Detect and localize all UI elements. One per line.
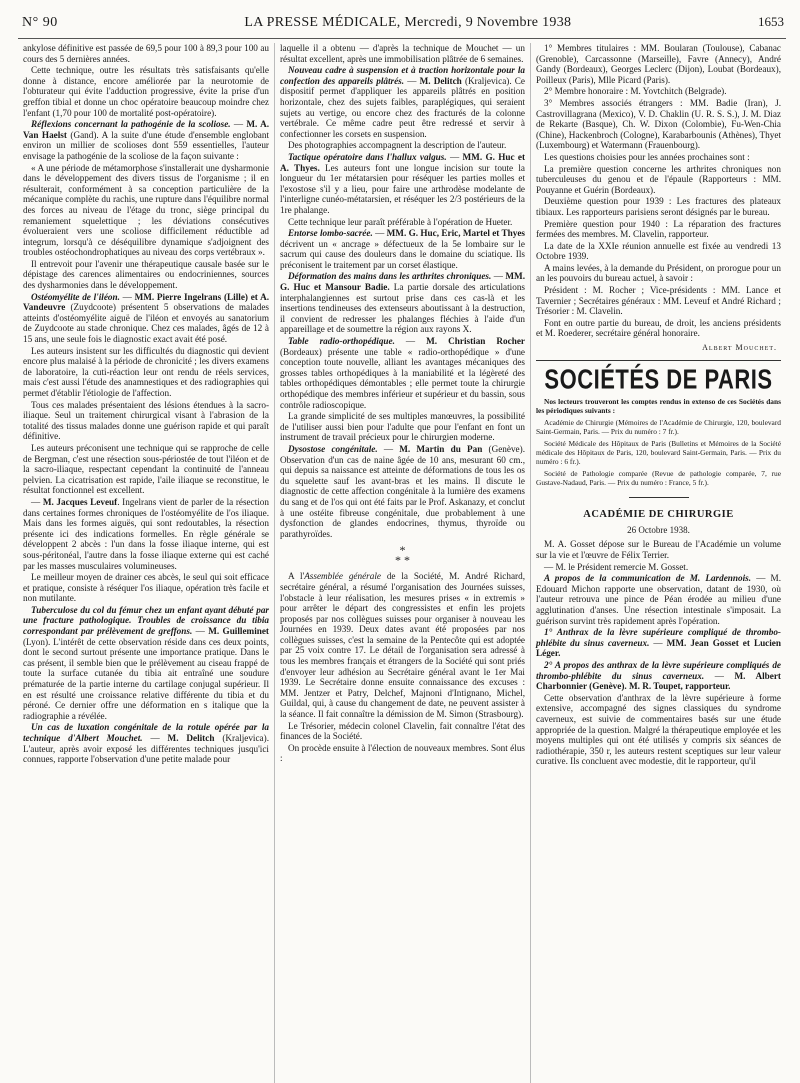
paragraph: Deuxième question pour 1939 : Les fractures des plateaux tibiaux. Les rapporteurs parisiens seront désignés par le bureau.: [536, 196, 781, 217]
page-number: 1653: [757, 14, 784, 29]
paragraph: Des photographies accompagnent la description de l'auteur.: [288, 140, 507, 151]
paragraph: Tous ces malades présentaient des lésions étendues à la sacro-iliaque. Seul un traitement chirurgical visant à l'abrasion de la totalité des tissus malades donne une guérison rapide et qui paraît définitive.: [23, 399, 269, 442]
paragraph: Cette technique, outre les résultats très satisfaisants qu'elle donne à distance, encore améliorée par la neurotomie de l'obturateur qui évite l'adduction progressive, évite la prise d'un greffon tibial et donne un choc opératoire beaucoup moindre chez l'enfant (1,70 pour 100 de mortalité post-opératoire).: [23, 65, 269, 118]
author: M. A. Van Haelst: [23, 119, 269, 140]
notice-item: Académie de Chirurgie (Mémoires de l'Académie de Chirurgie, 120, boulevard Saint-Germain, Paris. — Prix du numéro : 7 fr.).: [536, 418, 781, 437]
section-heading: SOCIÉTÉS DE PARIS: [544, 363, 773, 395]
author: MM. G. Huc, Eric, Martel et Thyes: [386, 228, 525, 239]
article-title: A propos de la communication de M. Lardennois.: [544, 573, 752, 584]
author: MM. Pierre Ingelrans (Lille) et A. Vandeuvre: [23, 291, 269, 313]
session-date: 26 Octobre 1938.: [627, 524, 690, 535]
author: M. Jacques Leveuf: [42, 496, 118, 507]
paragraph: décrivent un « ancrage » défectueux de la 5e lombaire sur le sacrum qui cause des douleurs dans le domaine du sciatique. Ils préconisent le traitement par un corset élastique.: [280, 238, 525, 270]
paragraph: A mains levées, à la demande du Président, on prorogue pour un an les pouvoirs du bureau actuel, à savoir :: [536, 262, 781, 284]
notice-item: Société de Pathologie comparée (Revue de pathologie comparée, 7, rue Gustave-Nadaud, Paris. — Prix du numéro : France, 5 fr.).: [536, 469, 781, 488]
paragraph: M. A. Gosset dépose sur le Bureau de l'Académie un volume sur la vie et l'œuvre de Félix Terrier.: [536, 539, 781, 560]
article-title: Déformation des mains dans les arthrites chroniques.: [288, 271, 492, 282]
paragraph: Président : M. Rocher ; Vice-présidents : MM. Lance et Tavernier ; Secrétaires généraux : MM. Leveuf et André Richard ; Trésorier : M. Clavelin.: [536, 285, 781, 317]
paragraph: Il entrevoit pour l'avenir une thérapeutique causale basée sur le dépistage des carences alimentaires ou endocriniennes, sources des dysharmonies dans le développement.: [23, 258, 269, 291]
paragraph: 2° Membre honoraire : M. Yovtchitch (Belgrade).: [544, 86, 727, 97]
paragraph: Première question pour 1940 : La réparation des fractures fermées des membres. M. Clavelin, rapporteur.: [536, 218, 781, 240]
author: MM. G. Huc et A. Thyes.: [280, 151, 526, 173]
author: M. Christian Rocher: [426, 336, 525, 347]
author: M. Guilleminet: [208, 626, 269, 637]
paragraph: La date de la XXIe réunion annuelle est fixée au vendredi 13 Octobre 1939.: [536, 240, 781, 262]
page-header: [18, 14, 786, 39]
article-title: Nouveau cadre à suspension et à traction horizontale pour la confection des appareils plâtrés.: [280, 65, 525, 86]
author: M. Martin du Pan: [399, 443, 483, 454]
section-separator: * * *: [395, 543, 410, 568]
columns: [18, 43, 786, 1083]
paragraph: laquelle il a obtenu — d'après la technique de Mouchet — un résultat excellent, après une immobilisation plâtrée de 6 semaines.: [280, 43, 525, 64]
divider: [536, 360, 781, 361]
paragraph: (Zuydcoote) présentent 5 observations de malades atteints d'ostéomyélite aiguë de l'iléon et envoyés au sanatorium de Zuydcoote au stade chronique. Chez ces malades, âgés de 12 à 15 ans, une seule fois le diagnostic exact avait été posé.: [23, 302, 269, 345]
author: M. Delitch: [167, 733, 215, 743]
article-title: 2° A propos des anthrax de la lèvre supérieure compliqués de thrombo-phlébite du sinus caverneux.: [536, 659, 781, 681]
paragraph: Les questions choisies pour les années prochaines sont :: [544, 151, 750, 162]
article-title: Dysostose congénitale.: [288, 443, 378, 454]
notice-item: Société Médicale des Hôpitaux de Paris (Bulletins et Mémoires de la Société médicale des Hôpitaux de Paris, 120, boulevard Saint-Germain, Paris. — Prix du numéro : 6 fr.).: [536, 439, 781, 467]
paragraph: (Bordeaux) présente une table « radio-orthopédique » d'une conception toute nouvelle, alliant les avantages mécaniques des grosses tables orthopédiques à la maniabilité et la légèreté des tables orthopédiques démontables ; elle permet toute la chirurgie orthopédique des membres inférieur et supérieur et du bassin, sous contrôle radioscopique.: [280, 346, 525, 410]
paragraph: (Kraljevica). Ce dispositif permet d'appliquer les appareils plâtrés en position horizontale, chez des sujets faibles, paraplégiques, qui seraient sujets au vertige, ou encore chez des fracturés de la colonne vertébrale. Ce même cadre peut être redressé et servir à confectionner les corsets en suspension.: [280, 75, 525, 139]
paragraph: On procède ensuite à l'élection de nouveaux membres. Sont élus :: [280, 742, 525, 764]
article-title: Ostéomyélite de l'iléon.: [31, 291, 120, 302]
paragraph: Les auteurs préconisent une technique qui se rapproche de celle de Bergman, c'est une résection sous-périostée de tout l'iléon et de la sacro-iliaque, respectant cependant la continuité de l'anneau pelvien. La cicatrisation est rapide, l'aile iliaque se reconstitue, le résultat fonctionnel est excellent.: [23, 442, 269, 496]
divider: [629, 497, 689, 498]
paragraph: (Lyon). L'intérêt de cette observation réside dans ces deux points, dont le second surtout présente une importance pratique. Dans le cas présent, il semble bien que le prélèvement au ciseau frappé de toute la surface cutanée du tibia ait entraîné une soudure prématurée de la partie interne du cartilage conjugal supérieur. Il en est résulté une croissance relative différente du tibia et du péroné. Ce dernier offre une déformation en s italique que la radiographie a révélée.: [23, 636, 269, 721]
paragraph: Cette observation d'anthrax de la lèvre supérieure à forme extensive, accompagné des signes classiques du syndrome caverneux, est suivie de commentaires basés sur une étude appropriée de la question. Malgré la thérapeutique employée et les moyens multiples qui ont été utilisés y compris six séances de radiothérapie, 350 r, les auteurs restent sceptiques sur leur valeur curative. Ils concluent avec modestie, dit le rapporteur, qu'il: [536, 692, 781, 767]
column-2: laquelle il a obtenu — d'après la technique de Mouchet — un résultat excellent, après une immobilisation plâtrée de 6 semaines. Nouveau cadre à suspension et à traction horizontale pour la confection des appareils plâtrés. — M. Delitch (Kraljevica). Ce dispositif permet d'appliquer les appareils plâtrés en position horizontale, chez des sujets faibles, paraplégiques, qui seraient sujets au vertige, ou encore chez des fracturés de la colonne vertébrale. Ce même cadre peut être redressé et servir à confectionner les corsets en suspension. Des photographies accompagnent la description de l'auteur. Tactique opératoire dans l'hallux valgus. — MM. G. Huc et A. Thyes. Les auteurs font une longue incision sur toute la longueur du 1er métatarsien pour réséquer les parties molles et l'exostose s'il y a lieu, pour faire une arthrodèse modelante de l'interligne cunéo-métatarsien, et réséquer les 2/3 postérieurs de la 1re phalange. Cette technique leur paraît préférable à l'opération de Hueter. Entorse lombo-sacrée. — MM. G. Huc, Eric, Martel et Thyes décrivent un « ancrage » défectueux de la 5e lombaire sur le sacrum qui cause des douleurs dans le domaine du sciatique. Ils préconisent le traitement par un corset élastique. Déformation des mains dans les arthrites chroniques. — MM. G. Huc et Mansour Badie. La partie dorsale des articulations interphalangiennes est surtout prise dans ces cas-là et les insertions tendineuses des extenseurs aboutissant à la destruction, il convient de redresser les phalanges fléchies à l'aide d'un appareillage et de soumettre la région aux rayons X. Table radio-orthopédique. — M. Christian Rocher (Bordeaux) présente une table « radio-orthopédique » d'une conception toute nouvelle, alliant les avantages mécaniques des grosses tables orthopédiques à la maniabilité et la légèreté des tables orthopédiques démontables ; elle permet toute la chirurgie orthopédique des membres inférieur et supérieur et du bassin, sous contrôle radioscopique. La grande simplicité de ses multiples manœuvres, la possibilité de l'utiliser aussi bien pour l'adulte que pour l'enfant en font un instrument de travail précieux pour le chirurgien moderne. Dysostose congénitale. — M. Martin du Pan (Genève). Observation d'un cas de naine âgée de 10 ans, mesurant 60 cm., qui depuis sa naissance est atteinte de déformations de tous les os du squelette sauf les avant-bras et les mains. Il discute le diagnostic de cette affection congénitale à la lumière des examens du sang et de l'os qui ont été faits par le Prof. Askanazy, et conclut à une ostéite fibreuse congénitale, due probablement à une dysfonction de glandes endocrines, thymus, thyroïde ou parathyroïdes. * * * A l'Assemblée générale de la Société, M. André Richard, secrétaire général, a résumé l'organisation des Journées suisses, l'obstacle à leur réalisation, les mesures prises « in extremis » pour arrêter le départ des congressistes et enfin les projets proposés par nos collègues suisses pour organiser à nouveau les Journées en 1939. Deux dates avant été proposées par nos collègues suisses, c'est la semaine de la Pentecôte qui est adoptée par 25 voix contre 17. Le détail de l'organisation sera adressé à tous les membres français et étrangers de la Société qui sont priés d'envoyer leur adhésion au Secrétaire général avant le 1er Mai 1939. Le Secrétaire donne ensuite connaissance des excuses : MM. Jentzer et Patry, Delchef, Majnoni d'Intignano, Michel, Guildal, qui, à cause du changement de date, ne peuvent assister à la séance. Il fait connaître la démission de M. Simon (Strasbourg). Le Trésorier, médecin colonel Clavelin, fait connaître l'état des finances de la Société. On procède ensuite à l'élection de nouveaux membres. Sont élus :: [274, 43, 530, 1083]
masthead-title: LA PRESSE MÉDICALE, Mercredi, 9 Novembre 1938: [244, 15, 572, 30]
paragraph: La première question concerne les arthrites chroniques non tuberculeuses du genou et de l'épaule (Rapporteurs : MM. Pouyanne et Guérin (Bordeaux).: [536, 163, 781, 195]
paragraph: Le Trésorier, médecin colonel Clavelin, fait connaître l'état des finances de la Société.: [280, 720, 525, 742]
paragraph: — M. le Président remercie M. Gosset.: [544, 561, 689, 572]
author: MM. Jean Gosset et Lucien Léger.: [536, 637, 781, 659]
article-title: 1° Anthrax de la lèvre supérieure compliqué de thrombo-phlébite du sinus caverneux.: [536, 627, 781, 648]
column-3: 1° Membres titulaires : MM. Boularan (Toulouse), Cabanac (Grenoble), Carcassonne (Marseille), Favre (Annecy), André Gandy (Bordeaux), Georges Leclerc (Dijon), Loubat (Bordeaux), Poilleux (Paris), Mlle Picard (Paris). 2° Membre honoraire : M. Yovtchitch (Belgrade). 3° Membres associés étrangers : MM. Badie (Iran), J. Castrovillagrana (Mexico), V. D. Chaklin (U. R. S. S.), J. M. Diaz de Rekarte (Basque), Ch. W. Dixon (Colombie), Fu-Wen-Chia (Chine), Hackenbroch (Cologne), Karabarbounis (Athènes), Thyet (Luxembourg) et Watermann (Frauenbourg). Les questions choisies pour les années prochaines sont : La première question concerne les arthrites chroniques non tuberculeuses du genou et de l'épaule (Rapporteurs : MM. Pouyanne et Guérin (Bordeaux). Deuxième question pour 1939 : Les fractures des plateaux tibiaux. Les rapporteurs parisiens seront désignés par le bureau. Première question pour 1940 : La réparation des fractures fermées des membres. M. Clavelin, rapporteur. La date de la XXIe réunion annuelle est fixée au vendredi 13 Octobre 1939. A mains levées, à la demande du Président, on prorogue pour un an les pouvoirs du bureau actuel, à savoir : Président : M. Rocher ; Vice-présidents : MM. Lance et Tavernier ; Secrétaires généraux : MM. Leveuf et André Richard ; Trésorier : M. Clavelin. Font en outre partie du bureau, de droit, les anciens présidents et M. Roederer, secrétaire général honoraire. Albert Mouchet. SOCIÉTÉS DE PARIS Nos lecteurs trouveront les comptes rendus in extenso de ces Sociétés dans les périodiques suivants : Académie de Chirurgie (Mémoires de l'Académie de Chirurgie, 120, boulevard Saint-Germain, Paris. — Prix du numéro : 7 fr.). Société Médicale des Hôpitaux de Paris (Bulletins et Mémoires de la Société médicale des Hôpitaux de Paris, 120, boulevard Saint-Germain, Paris. — Prix du numéro : 6 fr.). Société de Pathologie comparée (Revue de pathologie comparée, 7, rue Gustave-Nadaud, Paris. — Prix du numéro : France, 5 fr.). ACADÉMIE DE CHIRURGIE 26 Octobre 1938. M. A. Gosset dépose sur le Bureau de l'Académie un volume sur la vie et l'œuvre de Félix Terrier. — M. le Président remercie M. Gosset. A propos de la communication de M. Lardennois. — M. Edouard Michon rapporte une observation, datant de 1930, où l'auteur retrouva une pince de Péan érodée au milieu d'une agglutination d'anses. Une résection intestinale s'imposait. La guérison survint très rapidement après l'opération. 1° Anthrax de la lèvre supérieure compliqué de thrombo-phlébite du sinus caverneux. — MM. Jean Gosset et Lucien Léger. 2° A propos des anthrax de la lèvre supérieure compliqués de thrombo-phlébite du sinus caverneux. — M. Albert Charbonnier (Genève). M. R. Toupet, rapporteur. Cette observation d'anthrax de la lèvre supérieure à forme extensive, accompagné des signes classiques du syndrome caverneux, est suivie de commentaires basés sur une étude appropriée de la question. Malgré la thérapeutique employée et les moyens multiples qui ont été utilisés y compris six séances de radiothérapie, 350 r, les auteurs restent sceptiques sur leur valeur curative. Ils concluent avec modestie, dit le rapporteur, qu'il: [530, 43, 786, 1083]
paragraph: Les auteurs font une longue incision sur toute la longueur du 1er métatarsien pour réséquer les parties molles et l'exostose s'il y a lieu, pour faire une arthrodèse modelante de l'interligne cunéo-métatarsien, et réséquer les 2/3 postérieurs de la 1re phalange.: [280, 162, 525, 215]
author: M. Albert Charbonnier (Genève). M. R. Toupet, rapporteur.: [536, 670, 781, 692]
assembly-term: Assemblée générale: [304, 571, 381, 582]
column-1: ankylose définitive est passée de 69,5 pour 100 à 89,3 pour 100 au cours des 5 dernières années. Cette technique, outre les résultats très satisfaisants qu'elle donne à distance, encore améliorée par la neurotomie de l'obturateur qui évite l'adduction progressive, évite la prise d'un greffon tibial et donne un choc opératoire beaucoup moindre chez l'enfant (1,70 pour 100 de mortalité post-opératoire). Réflexions concernant la pathogénie de la scoliose. — M. A. Van Haelst (Gand). A la suite d'une étude d'ensemble englobant environ un millier de scolioses dont 559 essentielles, l'auteur envisage la pathogénie de la scoliose de la façon suivante : « A une période de métamorphose s'installerait une dysharmonie dans le développement des divers tissus de l'organisme ; il en résulterait, conformément à sa conception particulière de la mécanique complète du rachis, une rupture dans l'équilibre normal des forces au niveau de l'étage du tronc, siège principal du remaniement squelettique ; les déviations consécutives évolueraient vers une scoliose difficilement réductible ad integrum, lorsqu'à ce déséquilibre dynamique s'adjoignent des troubles ostéochondrophatiques au niveau des corps vertébraux ». Il entrevoit pour l'avenir une thérapeutique causale basée sur le dépistage des carences alimentaires ou endocriniennes, sources des dysharmonies dans le développement. Ostéomyélite de l'iléon. — MM. Pierre Ingelrans (Lille) et A. Vandeuvre (Zuydcoote) présentent 5 observations de malades atteints d'ostéomyélite aiguë de l'iléon et envoyés au sanatorium de Zuydcoote au stade chronique. Chez ces malades, âgés de 12 à 15 ans, une seule fois le diagnostic exact avait été posé. Les auteurs insistent sur les difficultés du diagnostic qui devient encore plus malaisé à la période de chronicité ; les divers examens de laboratoire, la cuti-réaction leur ont rendu de réels services, mais c'est aussi l'étude des anamnestiques et des radiographies qui permet d'établir l'étiologie de l'affection. Tous ces malades présentaient des lésions étendues à la sacro-iliaque. Seul un traitement chirurgical visant à l'abrasion de la totalité des tissus malades donne une guérison rapide et qui paraît définitive. Les auteurs préconisent une technique qui se rapproche de celle de Bergman, c'est une résection sous-périostée de tout l'iléon et de la sacro-iliaque, respectant cependant la continuité de l'anneau pelvien. La cicatrisation est rapide, l'aile iliaque se reconstitue, le résultat fonctionnel est excellent. — M. Jacques Leveuf. Ingelrans vient de parler de la résection dans certaines formes chroniques de l'ostéomyélite de l'os iliaque. Mais dans les formes aiguës, qui sont redoutables, la résection présente ici des indications formelles. En règle générale se développent 2 abcès : l'un dans la fosse iliaque interne, qui est sous-péritonéal, l'autre dans la fosse iliaque externe qui est caché par les masses musculaires volumineuses. Le meilleur moyen de drainer ces abcès, le seul qui soit efficace et pratique, consiste à réséquer l'os iliaque, opération très facile et non mutilante. Tuberculose du col du fémur chez un enfant ayant débuté par une fracture pathologique. Troubles de croissance du tibia correspondant par prélèvement de greffons. — M. Guilleminet (Lyon). L'intérêt de cette observation réside dans ces deux points, dont le second surtout présente une importance pratique. Dans le cas présent, il semble bien que le prélèvement au ciseau frappé de toute la surface cutanée du tibia ait entraîné une soudure prématurée de la partie interne du cartilage conjugal supérieur. Il en est résulté une croissance relative différente du tibia et du péroné. Ce dernier offre une déformation en s italique que la radiographie a révélée. Un cas de luxation congénitale de la rotule opérée par la technique d'Albert Mouchet. — M. Delitch (Kraljevica). L'auteur, après avoir exposé les différentes techniques jusqu'ici connues, rapporte l'observation d'une petite malade pour: [23, 43, 270, 765]
article-title: Table radio-orthopédique.: [288, 336, 395, 347]
paragraph: Le meilleur moyen de drainer ces abcès, le seul qui soit efficace et pratique, consiste à réséquer l'os iliaque, opération très facile et non mutilante.: [23, 572, 269, 604]
article-title: Un cas de luxation congénitale de la rotule opérée par la technique d'Albert Mouchet.: [23, 722, 269, 743]
paragraph: (Gand). A la suite d'une étude d'ensemble englobant environ un millier de scolioses dont 559 essentielles, l'auteur envisage la pathogénie de la scoliose de la façon suivante :: [23, 129, 270, 161]
paragraph: La grande simplicité de ses multiples manœuvres, la possibilité de l'utiliser aussi bien pour l'adulte que pour l'enfant en font un instrument de travail précieux pour le chirurgien moderne.: [280, 411, 525, 443]
article-title: Réflexions concernant la pathogénie de la scoliose.: [31, 119, 231, 130]
paragraph: (Genève). Observation d'un cas de naine âgée de 10 ans, mesurant 60 cm., qui depuis sa naissance est atteinte de déformations de tous les os du squelette sauf les avant-bras et les mains. Il discute le diagnostic de cette affection congénitale à la lumière des examens du sang et de l'os qui ont été faits par le Prof. Askanazy, et conclut à une ostéite fibreuse congénitale, due probablement à une dysfonction de glandes endocrines, thymus, thyroïde ou parathyroïdes.: [280, 443, 525, 539]
notice-intro: Nos lecteurs trouveront les comptes rendus in extenso de ces Sociétés dans les périodiques suivants :: [536, 397, 781, 416]
text-fragment: A l': [288, 571, 305, 582]
society-title: ACADÉMIE DE CHIRURGIE: [583, 509, 734, 521]
author: M. Delitch: [419, 75, 462, 86]
subscription-notice: [536, 397, 781, 487]
paragraph: ankylose définitive est passée de 69,5 pour 100 à 89,3 pour 100 au cours des 5 dernières années.: [23, 43, 269, 64]
signature: Albert Mouchet.: [702, 343, 777, 353]
paragraph: 3° Membres associés étrangers : MM. Badie (Iran), J. Castrovillagrana (Mexico), V. D. Chaklin (U. R. S. S.), J. M. Diaz de Rekarte (Basque), Ch. W. Dixon (Colombie), Fu-Wen-Chia (Chine), Hackenbroch (Cologne), Karabarbounis (Athènes), Thyet (Luxembourg) et Watermann (Frauenbourg).: [536, 97, 781, 151]
paragraph: La partie dorsale des articulations interphalangiennes est surtout prise dans ces cas-là et les insertions tendineuses des extenseurs aboutissant à la destruction, il convient de redresser les phalanges fléchies à l'aide d'un appareillage et de soumettre la région aux rayons X.: [280, 282, 525, 335]
author: MM. G. Huc et Mansour Badie.: [280, 271, 525, 293]
article-title: Tuberculose du col du fémur chez un enfant ayant débuté par une fracture pathologique. Troubles de croissance du tibia correspondant par prélèvement de greffons.: [23, 604, 269, 637]
quote: « A une période de métamorphose s'installerait une dysharmonie dans le développement des divers tissus de l'organisme ; il en résulterait, conformément à sa conception particulière de la mécanique complète du rachis, une rupture dans l'équilibre normal des forces au niveau de l'étage du tronc, siège principal du remaniement squelettique ; les déviations consécutives évolueraient vers une scoliose difficilement réductible ad integrum, lorsqu'à ce déséquilibre dynamique s'adjoignent des troubles ostéochondrophatiques au niveau des corps vertébraux ».: [23, 162, 269, 258]
paragraph: Cette technique leur paraît préférable à l'opération de Hueter.: [288, 216, 513, 227]
paragraph: Les auteurs insistent sur les difficultés du diagnostic qui devient encore plus malaisé à la période de chronicité ; les divers examens de laboratoire, la cuti-réaction leur ont rendu de réels services, mais c'est aussi l'étude des anamnestiques et des radiographies qui permet d'établir l'étiologie de l'affection.: [23, 345, 269, 398]
article-title: Tactique opératoire dans l'hallux valgus.: [288, 151, 447, 162]
paragraph: de la Société, M. André Richard, secrétaire général, a résumé l'organisation des Journées suisses, l'obstacle à leur réalisation, les mesures prises « in extremis » pour arrêter le départ des congressistes et enfin les projets proposés par nos collègues suisses pour organiser à nouveau les Journées en 1939. Deux dates avant été proposées par nos collègues suisses, c'est la semaine de la Pentecôte qui est adoptée par 25 voix contre 17. Le détail de l'organisation sera adressé à tous les membres français et étrangers de la Société qui sont priés d'envoyer leur adhésion au Secrétaire général avant le 1er Mai 1939. Le Secrétaire donne ensuite connaissance des excuses : MM. Jentzer et Patry, Delchef, Majnoni d'Intignano, Michel, Guildal, qui, à cause du changement de date, ne peuvent assister à la séance. Il fait connaître la démission de M. Simon (Strasbourg).: [280, 571, 526, 720]
paragraph: Font en outre partie du bureau, de droit, les anciens présidents et M. Roederer, secrétaire général honoraire.: [536, 317, 781, 339]
issue-number: N° 90: [22, 15, 58, 30]
paragraph: Ingelrans vient de parler de la résection dans certaines formes chroniques de l'ostéomyélite de l'os iliaque. Mais dans les formes aiguës, qui sont redoutables, la résection présente ici des indications formelles. En règle générale se développent 2 abcès : l'un dans la fosse iliaque interne, qui est sous-péritonéal, l'autre dans la fosse iliaque externe qui est caché par les masses musculaires volumineuses.: [23, 496, 269, 571]
paragraph: 1° Membres titulaires : MM. Boularan (Toulouse), Cabanac (Grenoble), Carcassonne (Marseille), Favre (Annecy), André Gandy (Bordeaux), Georges Leclerc (Dijon), Loubat (Bordeaux), Poilleux (Paris), Mlle Picard (Paris).: [536, 43, 781, 85]
paragraph: (Kraljevica). L'auteur, après avoir exposé les différentes techniques jusqu'ici connues, rapporte l'observation d'une petite malade pour: [23, 733, 269, 765]
article-title: Entorse lombo-sacrée.: [288, 228, 373, 239]
paragraph: — M. Edouard Michon rapporte une observation, datant de 1930, où l'auteur retrouva une pince de Péan érodée au milieu d'une agglutination d'anses. Une résection intestinale s'imposait. La guérison survint très rapidement après l'opération.: [536, 573, 782, 626]
